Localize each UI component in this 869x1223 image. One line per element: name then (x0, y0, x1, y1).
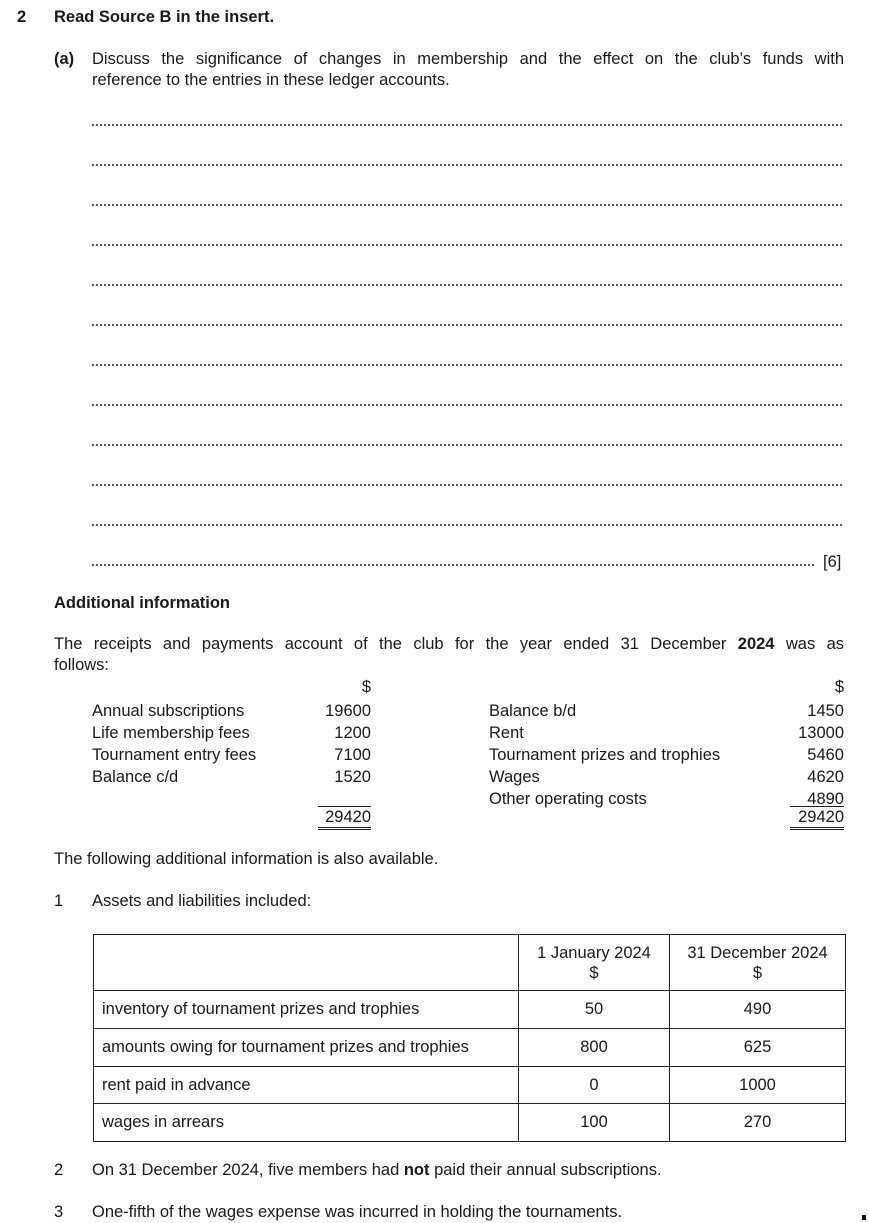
also-available: The following additional information is also available. (54, 850, 439, 868)
row-dec: 270 (670, 1104, 846, 1142)
page-mark (862, 1215, 866, 1220)
intro-text: The receipts and payments account of the club for the year ended 31 December (54, 635, 738, 653)
receipt-label: Balance c/d (92, 768, 179, 786)
row-label: wages in arrears (94, 1104, 519, 1142)
table-row (94, 1104, 846, 1142)
answer-line[interactable] (92, 124, 842, 126)
receipt-amount: 1200 (334, 724, 371, 742)
receipt-amount: 1520 (334, 768, 371, 786)
row-label: rent paid in advance (94, 1067, 519, 1104)
table-row (94, 991, 846, 1029)
answer-line[interactable] (92, 324, 842, 326)
answer-line[interactable] (92, 484, 842, 486)
item2-post: paid their annual subscriptions. (429, 1161, 662, 1179)
payments-currency: $ (834, 678, 844, 696)
answer-line[interactable] (92, 284, 842, 286)
part-a-text-line2: reference to the entries in these ledger accounts. (92, 71, 450, 89)
item3-text: One-fifth of the wages expense was incurred in holding the tournaments. (92, 1203, 623, 1221)
table-row (94, 1067, 846, 1104)
payment-label: Wages (489, 768, 540, 786)
table-header-row (94, 935, 846, 991)
row-jan: 0 (519, 1067, 670, 1104)
item1-number: 1 (54, 892, 64, 910)
payment-label: Balance b/d (489, 702, 577, 720)
row-jan: 50 (519, 991, 670, 1029)
header-dec (670, 935, 846, 991)
row-jan: 800 (519, 1029, 670, 1067)
payment-label: Other operating costs (489, 790, 647, 808)
item2-number: 2 (54, 1161, 64, 1179)
intro-year: 2024 (737, 635, 775, 653)
row-label: amounts owing for tournament prizes and trophies (94, 1029, 519, 1067)
receipt-label: Life membership fees (92, 724, 250, 742)
payment-amount: 13000 (798, 724, 844, 742)
answer-line[interactable] (92, 444, 842, 446)
marks: [6] (823, 553, 842, 571)
item2-text (92, 1161, 662, 1180)
receipt-label: Tournament entry fees (92, 746, 257, 764)
answer-line[interactable] (92, 364, 842, 366)
row-dec: 625 (670, 1029, 846, 1067)
receipt-amount: 19600 (325, 702, 371, 720)
payment-amount: 4890 (807, 790, 844, 808)
receipts-amounts (308, 700, 371, 788)
assets-liabilities-table (93, 934, 846, 1142)
question-instruction: Read Source B in the insert. (54, 8, 275, 26)
payment-label: Tournament prizes and trophies (489, 746, 721, 764)
additional-heading: Additional information (54, 594, 230, 612)
payment-amount: 1450 (807, 702, 844, 720)
receipts-labels (92, 700, 256, 788)
part-a-text-line1: Discuss the significance of changes in membership and the effect on the club’s funds with (92, 50, 844, 68)
payment-amount: 5460 (807, 746, 844, 764)
item2-bold: not (403, 1161, 430, 1179)
row-label: inventory of tournament prizes and trophies (94, 991, 519, 1029)
answer-line[interactable] (92, 404, 842, 406)
receipts-currency: $ (361, 678, 371, 696)
row-dec: 490 (670, 991, 846, 1029)
payments-amounts (774, 700, 844, 810)
header-empty (94, 935, 519, 991)
receipt-label: Annual subscriptions (92, 702, 245, 720)
part-a-label: (a) (54, 50, 75, 68)
answer-line[interactable] (92, 164, 842, 166)
item3-number: 3 (54, 1203, 64, 1221)
answer-line[interactable] (92, 564, 814, 566)
intro-line2: follows: (54, 656, 110, 674)
answer-line[interactable] (92, 244, 842, 246)
item1-text: Assets and liabilities included: (92, 892, 312, 910)
intro-text-end: was as (774, 635, 844, 653)
payments-total: 29420 (790, 806, 844, 830)
receipts-total: 29420 (318, 806, 371, 830)
receipt-amount: 7100 (334, 746, 371, 764)
row-jan: 100 (519, 1104, 670, 1142)
payment-amount: 4620 (807, 768, 844, 786)
payment-label: Rent (489, 724, 524, 742)
header-jan (519, 935, 670, 991)
item2-pre: On 31 December 2024, five members had (92, 1161, 404, 1179)
header-jan-unit: $ (589, 963, 599, 982)
payments-labels (489, 700, 720, 810)
header-jan-date: 1 January 2024 (537, 943, 651, 962)
row-dec: 1000 (670, 1067, 846, 1104)
header-dec-unit: $ (752, 963, 763, 982)
answer-line[interactable] (92, 204, 842, 206)
header-dec-date: 31 December 2024 (687, 943, 828, 962)
answer-line[interactable] (92, 524, 842, 526)
table-row (94, 1029, 846, 1067)
question-number: 2 (17, 8, 27, 26)
intro-line1 (54, 635, 844, 654)
